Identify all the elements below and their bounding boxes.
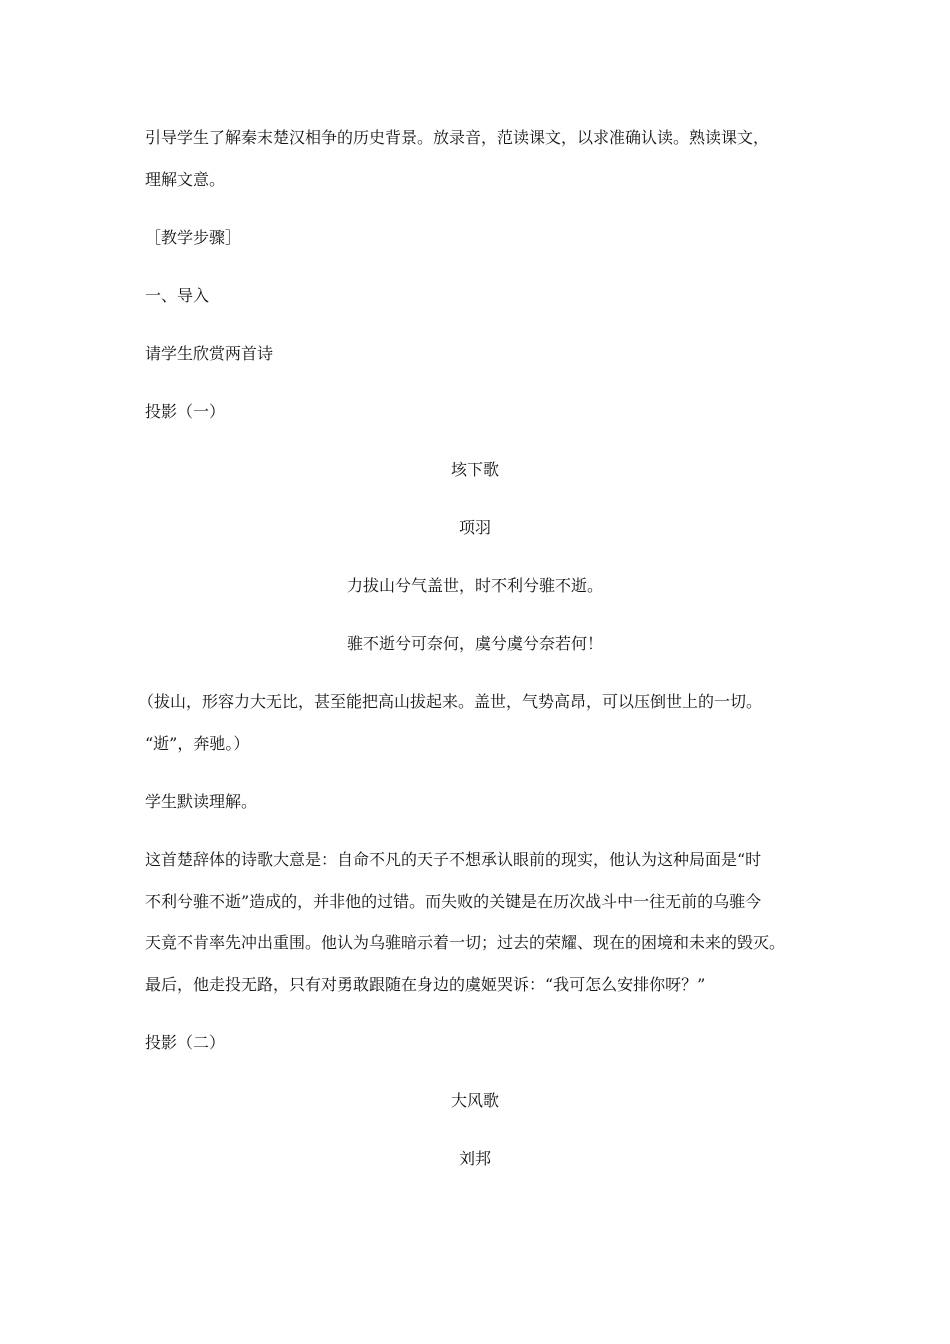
intro-line-1: 引导学生了解秦末楚汉相争的历史背景。放录音，范读课文，以求准确认读。熟读课文， (145, 128, 770, 147)
section-title: 一、导入 (145, 286, 210, 305)
poem-1-author: 项羽 (458, 518, 491, 537)
explanation-line-3: 天竟不肯率先冲出重围。他认为乌骓暗示着一切；过去的荣耀、现在的困境和未来的毁灭。 (145, 933, 786, 952)
poem-1-verse-2: 骓不逝兮可奈何，虞兮虞兮奈若何！ (346, 634, 603, 653)
poem-1-note-line-1: （拔山，形容力大无比，甚至能把高山拔起来。盖世，气势高昂，可以压倒世上的一切。 (138, 692, 763, 711)
poem-1-note-line-2: “逝”，奔驰。） (145, 734, 250, 753)
instruction-text: 请学生欣赏两首诗 (145, 344, 274, 363)
projection-1-label: 投影（一） (145, 402, 226, 421)
poem-1-title: 垓下歌 (450, 460, 499, 479)
student-action: 学生默读理解。 (145, 792, 258, 811)
poem-2-author: 刘邦 (458, 1149, 491, 1168)
explanation-line-4: 最后，他走投无路，只有对勇敢跟随在身边的虞姬哭诉：“我可怎么安排你呀？” (145, 975, 706, 994)
intro-line-2: 理解文意。 (145, 170, 226, 189)
explanation-line-1: 这首楚辞体的诗歌大意是：自命不凡的天子不想承认眼前的现实，他认为这种局面是“时 (145, 850, 762, 869)
explanation-line-2: 不利兮骓不逝”造成的，并非他的过错。而失败的关键是在历次战斗中一往无前的乌骓今 (145, 892, 762, 911)
poem-2-title: 大风歌 (450, 1091, 499, 1110)
poem-1-verse-1: 力拔山兮气盖世，时不利兮骓不逝。 (346, 576, 603, 595)
projection-2-label: 投影（二） (145, 1033, 226, 1052)
steps-heading: ［教学步骤］ (145, 228, 242, 247)
